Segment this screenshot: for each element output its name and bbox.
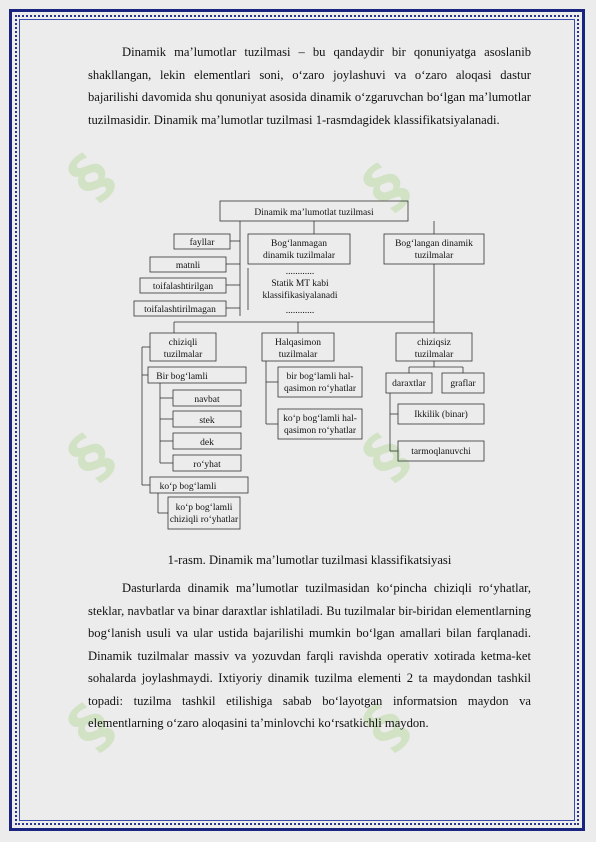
diagram-dots: ............ [285, 306, 315, 316]
figure-caption: 1-rasm. Dinamik ma’lumotlar tuzilmasi klassifikatsiyasi [167, 553, 452, 567]
diagram-node-chiziqsiz: tuzilmalar [414, 350, 454, 360]
diagram-note-statik: Statik MT kabi [271, 279, 329, 289]
diagram-node-halqasimon: tuzilmalar [278, 350, 318, 360]
paragraph-body: Dasturlarda dinamik ma’lumotlar tuzilmasidan ko‘pincha chiziqli ro‘yhatlar, steklar, navbatlar va binar daraxtlar ishlatiladi. Bu tuzilmalar bir-biridan elementlarning bog‘lanish usuli va ular ustida bajarilishi mumkin bo‘lgan amallari bilan farqlanadi. Dinamik tuzilmalar massiv va yozuvdan farqli ravishda operativ xotirada ketma-ket sohalarda joylashmaydi. Ixtiyoriy dinamik tuzilma elementi 2 ta maydondan tashkil topadi: tuzilma tashkil etilishiga sabab bo‘layotgan informatsion maydon va elementlarning o‘zaro aloqasini ta’minlovchi ko‘rsatkichli maydon. [88, 581, 531, 730]
diagram-node-bir-boglamli: Bir bog‘lamli [156, 372, 208, 382]
diagram-node-tarmoqlanuvchi: tarmoqlanuvchi [411, 447, 471, 457]
diagram-node-kop-halqa: qasimon ro‘yhatlar [283, 426, 357, 436]
diagram-node-chiziqsiz: chiziqsiz [417, 338, 451, 348]
diagram-node-toifalashtirilgan: toifalashtirilgan [152, 282, 214, 292]
diagram-node-stek: stek [199, 416, 215, 426]
diagram-node-boglanmagan: dinamik tuzilmalar [262, 251, 336, 261]
diagram-node-chiziqli: chiziqli [168, 338, 198, 348]
paragraph-intro: Dinamik ma’lumotlar tuzilmasi – bu qandaydir bir qonuniyatga asoslanib shakllangan, lekin elementlari soni, o‘zaro joylashuvi va o‘zaro aloqasi dastur bajarilishi davomida shu qonuniyat asosida dinamik o‘zgaruvchan bo‘lgan ma’lumotlar tuzilmasidir. Dinamik ma’lumotlar tuzilmasi 1-rasmdagidek klassifikatsiyalanadi. [88, 45, 531, 127]
diagram-node-matnli: matnli [175, 261, 201, 271]
diagram-node-fayllar: fayllar [189, 238, 215, 248]
diagram-node-boglanmagan: Bog‘lanmagan [271, 239, 327, 249]
diagram-node-boglangan: tuzilmalar [414, 251, 454, 261]
watermark-logo: § [53, 139, 128, 214]
watermark-logo: § [348, 419, 423, 494]
diagram-node-bir-halqa: bir bog‘lamli hal- [286, 372, 354, 382]
diagram-node-royhat: ro‘yhat [193, 460, 221, 470]
watermark-logo: § [53, 689, 128, 764]
diagram-node-daraxtlar: daraxtlar [392, 379, 426, 389]
diagram-node-dek: dek [200, 438, 214, 448]
diagram-node-graflar: graflar [450, 379, 476, 389]
watermark-logo: § [348, 689, 423, 764]
diagram-node-kop-chiziqli: chiziqli ro‘yhatlar [169, 515, 239, 525]
diagram-node-kop-chiziqli: ko‘p bog‘lamli [175, 503, 233, 513]
diagram-dots: ............ [285, 267, 315, 277]
diagram-node-ikkilik: Ikkilik (binar) [414, 410, 468, 420]
diagram-node-toifalashtirilmagan: toifalashtirilmagan [144, 305, 216, 315]
diagram-node-boglangan: Bog‘langan dinamik [395, 239, 473, 249]
diagram-node-kop-halqa: ko‘p bog‘lamli hal- [283, 414, 357, 424]
diagram-node-bir-halqa: qasimon ro‘yhatlar [283, 384, 357, 394]
diagram-node-chiziqli: tuzilmalar [163, 350, 203, 360]
diagram-note-statik: klassifikasiyalanadi [262, 291, 338, 301]
watermark-logo: § [53, 419, 128, 494]
diagram-node-halqasimon: Halqasimon [275, 338, 321, 348]
watermark-logo: § [348, 149, 423, 224]
diagram-node-kop-boglamli: ko‘p bog‘lamli [159, 482, 217, 492]
diagram-root-label: Dinamik ma’lumotlat tuzilmasi [254, 208, 374, 218]
diagram-node-navbat: navbat [194, 395, 220, 405]
